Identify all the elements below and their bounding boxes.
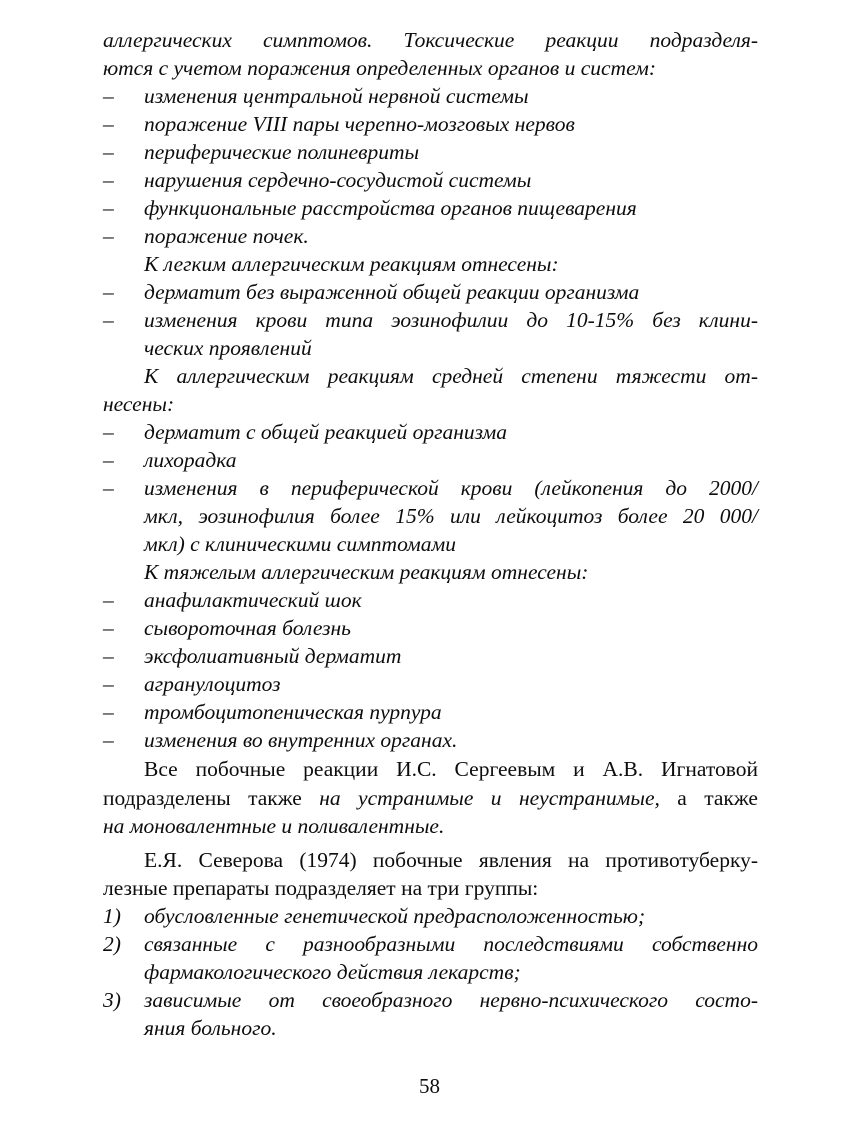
list-item bbox=[0, 278, 859, 306]
list-dash: – bbox=[103, 616, 114, 640]
list-item bbox=[0, 110, 859, 138]
numbered-item-text: фармакологического действия лекарств; bbox=[144, 960, 521, 984]
list-item bbox=[0, 698, 859, 726]
list-item-text: изменения в периферической крови (лейкопения до 2000/ bbox=[144, 476, 758, 500]
list-item-text: поражение VIII пары черепно-мозговых нервов bbox=[144, 112, 575, 136]
list-item-text: изменения во внутренних органах. bbox=[144, 728, 458, 752]
paragraph-text bbox=[103, 784, 758, 812]
numbered-item bbox=[0, 930, 859, 958]
numbered-item-continuation bbox=[0, 1014, 859, 1042]
list-item-continuation bbox=[0, 334, 859, 362]
list-item-text: мкл, эозинофилия более 15% или лейкоцитоз более 20 000/ bbox=[144, 504, 758, 528]
paragraph-line bbox=[0, 874, 859, 902]
numbered-item-text: яния больного. bbox=[144, 1016, 277, 1040]
numbered-item bbox=[0, 902, 859, 930]
list-item bbox=[0, 642, 859, 670]
paragraph-text: аллергических симптомов. Токсические реакции подразделя- bbox=[103, 28, 758, 52]
list-item-text: сывороточная болезнь bbox=[144, 616, 351, 640]
list-item-text: дерматит без выраженной общей реакции организма bbox=[144, 280, 640, 304]
list-item bbox=[0, 614, 859, 642]
list-item bbox=[0, 474, 859, 502]
list-item-text: поражение почек. bbox=[144, 224, 309, 248]
list-item bbox=[0, 306, 859, 334]
list-item-text: периферические полиневриты bbox=[144, 140, 420, 164]
list-dash: – bbox=[103, 280, 114, 304]
numbered-item-text: зависимые от своеобразного нервно-психического состо- bbox=[144, 988, 758, 1012]
list-dash: – bbox=[103, 448, 114, 472]
list-dash: – bbox=[103, 644, 114, 668]
paragraph-text: на моновалентные и поливалентные. bbox=[103, 814, 445, 838]
list-item-text: лихорадка bbox=[144, 448, 237, 472]
paragraph-line bbox=[0, 846, 859, 874]
paragraph-text: Все побочные реакции И.С. Сергеевым и А.В. Игнатовой bbox=[144, 757, 758, 781]
paragraph-line bbox=[0, 784, 859, 812]
paragraph-text: лезные препараты подразделяет на три группы: bbox=[103, 876, 539, 900]
section-lead bbox=[0, 362, 859, 390]
list-dash: – bbox=[103, 140, 114, 164]
paragraph-text-plain: подразделены также bbox=[103, 786, 320, 810]
list-item bbox=[0, 138, 859, 166]
section-lead-text: несены: bbox=[103, 392, 175, 416]
list-dash: – bbox=[103, 728, 114, 752]
list-dash: – bbox=[103, 672, 114, 696]
numbered-item-continuation bbox=[0, 958, 859, 986]
paragraph-text: Е.Я. Северова (1974) побочные явления на противотуберку- bbox=[144, 848, 758, 872]
list-item-text: функциональные расстройства органов пищеварения bbox=[144, 196, 637, 220]
paragraph-line bbox=[0, 812, 859, 840]
section-lead-text: К легким аллергическим реакциям отнесены: bbox=[144, 252, 559, 276]
numbered-item-text: связанные с разнообразными последствиями собственно bbox=[144, 932, 758, 956]
numbered-item-text: обусловленные генетической предрасположенностью; bbox=[144, 904, 646, 928]
list-dash: – bbox=[103, 308, 114, 332]
paragraph-line bbox=[0, 755, 859, 783]
text-line bbox=[0, 26, 859, 54]
list-item-text: тромбоцитопеническая пурпура bbox=[144, 700, 442, 724]
list-dash: – bbox=[103, 168, 114, 192]
list-dash: – bbox=[103, 476, 114, 500]
numbered-item bbox=[0, 986, 859, 1014]
list-item-text: изменения крови типа эозинофилии до 10-15% без клини- bbox=[144, 308, 758, 332]
paragraph-text-italic: на устранимые и неустранимые, bbox=[319, 786, 660, 810]
list-item-text: мкл) с клиническими симптомами bbox=[144, 532, 456, 556]
list-item-text: дерматит с общей реакцией организма bbox=[144, 420, 508, 444]
page-number: 58 bbox=[419, 1074, 440, 1098]
list-item bbox=[0, 82, 859, 110]
section-lead-text: К аллергическим реакциям средней степени тяжести от- bbox=[144, 364, 758, 388]
list-dash: – bbox=[103, 224, 114, 248]
list-item-continuation bbox=[0, 530, 859, 558]
list-dash: – bbox=[103, 420, 114, 444]
section-lead bbox=[0, 558, 859, 586]
list-item-continuation bbox=[0, 502, 859, 530]
list-dash: – bbox=[103, 196, 114, 220]
list-item bbox=[0, 726, 859, 754]
list-item-text: агранулоцитоз bbox=[144, 672, 281, 696]
list-item bbox=[0, 446, 859, 474]
list-item bbox=[0, 670, 859, 698]
list-item-text: изменения центральной нервной системы bbox=[144, 84, 529, 108]
list-dash: – bbox=[103, 588, 114, 612]
text-line bbox=[0, 54, 859, 82]
list-item-text: анафилактический шок bbox=[144, 588, 362, 612]
list-item-text: ческих проявлений bbox=[144, 336, 312, 360]
list-item bbox=[0, 418, 859, 446]
list-item bbox=[0, 586, 859, 614]
list-dash: – bbox=[103, 84, 114, 108]
section-lead bbox=[0, 250, 859, 278]
item-number: 1) bbox=[103, 904, 121, 928]
list-item bbox=[0, 222, 859, 250]
list-item bbox=[0, 194, 859, 222]
list-dash: – bbox=[103, 112, 114, 136]
list-item-text: эксфолиативный дерматит bbox=[144, 644, 402, 668]
list-item-text: нарушения сердечно-сосудистой системы bbox=[144, 168, 532, 192]
paragraph-text-plain: а также bbox=[659, 786, 758, 810]
item-number: 2) bbox=[103, 932, 121, 956]
item-number: 3) bbox=[103, 988, 121, 1012]
section-lead-continuation bbox=[0, 390, 859, 418]
list-item bbox=[0, 166, 859, 194]
paragraph-text: ются с учетом поражения определенных органов и систем: bbox=[103, 56, 656, 80]
section-lead-text: К тяжелым аллергическим реакциям отнесены: bbox=[144, 560, 589, 584]
list-dash: – bbox=[103, 700, 114, 724]
